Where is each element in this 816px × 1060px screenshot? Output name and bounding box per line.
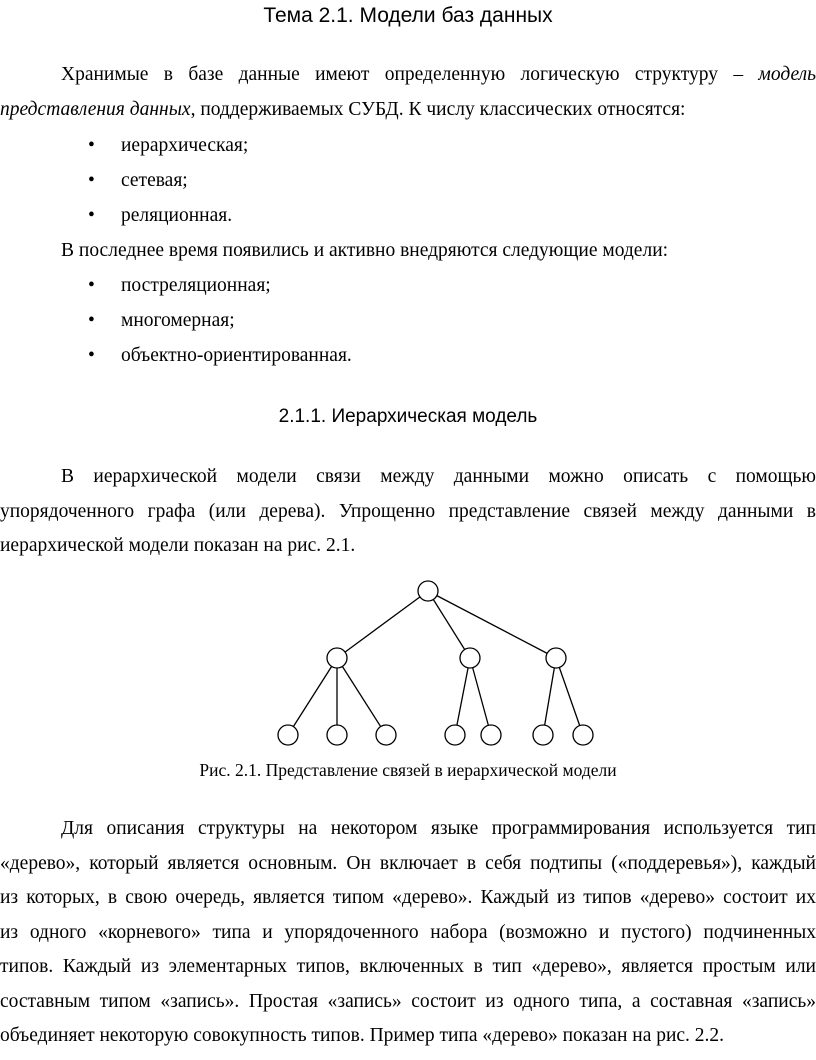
hier-paragraph: В иерархической модели связи между данными можно описать с помощью упорядоченного графа (или дерева). Упрощенно представление связей между данными в иерархической модели показан на рис. 2.1. [0,466,816,556]
bullet-icon: • [88,205,95,226]
bullet-icon: • [88,310,95,331]
tree-node [460,648,480,668]
tree-node-leaf [573,725,593,745]
tree-node-leaf [327,725,347,745]
tree-edge [470,658,491,735]
tree-node-leaf [533,725,553,745]
tree-node-root [418,581,438,601]
tree-type-paragraph: Для описания структуры на некотором языке программирования используется тип «дерево», который является основным. Он включает в себя подтипы («поддеревья»), каждый из которых, в свою очередь, является типом «дерево». Каждый из типов «дерево» состоит их из одного «корневого» типа и упорядоченного набора (возможно и пустого) подчиненных типов. Каждый из элементарных типов, включенных в тип «дерево», является простым или составным типом «запись». Простая «запись» состоит из одного типа, а составная «запись» объединяет некоторую совокупность типов. Пример типа «дерево» показан на рис. 2.2. [0,818,816,1046]
tree-node-leaf [278,725,298,745]
intro-line-2: представления данных, поддерживаемых СУБД. К числу классических относятся: [0,98,686,120]
section-title: 2.1.1. Иерархическая модель [278,406,538,427]
tree-node-leaf [445,725,465,745]
recent-intro: В последнее время появились и активно внедряются следующие модели: [61,240,669,261]
list-item: • многомерная; [88,310,235,331]
tree-edge [337,658,386,735]
tree-edge [543,658,556,735]
tree-edge [556,658,583,735]
tree-edge [288,658,337,735]
bullet-icon: • [88,345,95,366]
list-item: • постреляционная; [88,275,271,296]
intro-paragraph [0,58,816,127]
tree-node-leaf [376,725,396,745]
tree-node-leaf [481,725,501,745]
page-title: Тема 2.1. Модели баз данных [263,4,553,27]
tree-node [327,648,347,668]
bullet-icon: • [88,170,95,191]
intro-line-1: Хранимые в базе данные имеют определенную логическую структуру – модель [61,64,816,85]
list-item: • реляционная. [88,205,233,226]
tree-edge [428,591,556,658]
tree-node [546,648,566,668]
list-item: • сетевая; [88,170,188,191]
list-item: • объектно-ориентированная. [88,345,352,366]
tree-edge [337,591,428,658]
hierarchy-tree-figure [0,570,816,755]
tree-edge [428,591,470,658]
list-item: • иерархическая; [88,135,249,156]
figure-caption: Рис. 2.1. Представление связей в иерархической модели [199,760,617,780]
bullet-icon: • [88,135,95,156]
bullet-icon: • [88,275,95,296]
tree-edge [455,658,470,735]
